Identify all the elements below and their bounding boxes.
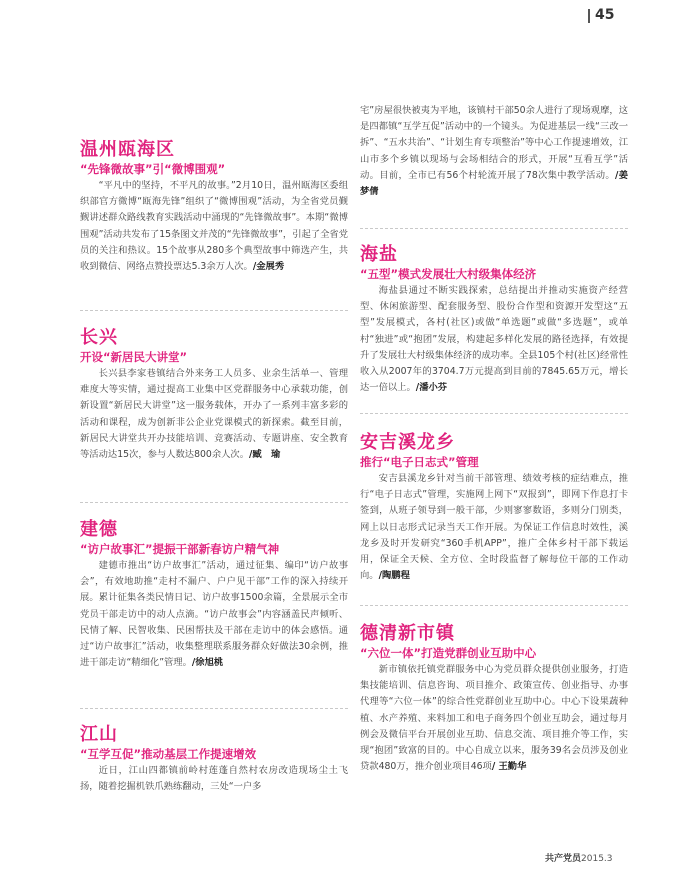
section-body-text: 安吉县溪龙乡针对当前干部管理、绩效考核的症结难点，推行“电子日志式”管理，实施网上网下“双报到”，即网下作息打卡签到，从班子领导到一般干部，少则寥寥数语，多则分门别类，网上以日志形式记录当天工作开展。为保证工作信息时效性，溪龙乡及时开发研究“360手机APP”，推广全体乡村干部下载运用，保证全天候、全方位、全时段监督了解每位干部的工作动向。 bbox=[360, 473, 628, 582]
section-headline: “先锋微故事”引“微博围观” bbox=[80, 162, 226, 176]
page-number-bar bbox=[588, 9, 590, 23]
section-body bbox=[360, 103, 628, 200]
author-name: /臧 瑜 bbox=[249, 449, 281, 461]
section-headline: “访户故事汇”提振干部新春访户精气神 bbox=[80, 542, 280, 556]
author-name: /潘小芬 bbox=[415, 382, 448, 394]
section-body-text: 长兴县李家巷镇结合外来务工人员多、业余生活单一、管理难度大等实情，通过提高工业集中区党群服务中心承载功能，创新设置“新居民大讲堂”这一服务载体，开办了一系列丰富多彩的活动和课程，成为创新非公企业党课模式的新探索。截至目前，新居民大讲堂共开办技能培训、竞赛活动、专题讲座、安全教育等活动达15次，参与人数达800余人次。 bbox=[80, 368, 348, 461]
author-name: / 王勤华 bbox=[491, 761, 527, 773]
footer-issue: 2015.3 bbox=[581, 854, 613, 864]
section-body bbox=[80, 366, 348, 463]
section-body bbox=[360, 662, 628, 775]
section-region-title: 温州瓯海区 bbox=[80, 139, 175, 160]
section-body-text: 建德市推出“访户故事汇”活动，通过征集、编印“访户故事会”，有效地助推“走村不漏户、户户见干部”工作的深入持续开展。累计征集各类民情日记、访户故事1500余篇，全景展示全市党员干部走访中的动人点滴。“访户故事会”内容涵盖民声倾听、民情了解、民智收集、民困帮扶及干部在走访中的体会感悟。通过“访户故事汇”活动，收集整理联系服务群众好做法30余例，推进干部走访“精细化”管理。 bbox=[80, 560, 348, 669]
section-divider bbox=[80, 708, 348, 709]
section-body bbox=[80, 178, 348, 275]
section-divider bbox=[80, 310, 348, 311]
page-number bbox=[563, 6, 683, 26]
section-body-text: 宅”房屋很快被夷为平地，该镇村干部50余人进行了现场观摩，这是四都镇“互学互促”活动中的一个镜头。为促进基层一线“三改一拆”、“五水共治”、“计划生育专项整治”等中心工作提速增效，江山市多个乡镇以现场与会场相结合的形式，开展“互看互学”活动。目前，全市已有56个村轮流开展了78次集中教学活动。 bbox=[360, 105, 628, 181]
section-divider bbox=[80, 502, 348, 503]
page-number-text: 45 bbox=[595, 7, 615, 23]
section-headline: “五型”模式发展壮大村级集体经济 bbox=[360, 267, 537, 281]
author-name: /陶鹏程 bbox=[378, 570, 410, 582]
section-body-text: “平凡中的坚持，不平凡的故事。”2月10日，温州瓯海区委组织部官方微博“瓯海先锋”组织了“微博围观”活动，为全省党员觐觐讲述群众路线教育实践活动中涌现的“先锋微故事”。本期“微博围观”活动共发布了15条图文并茂的“先锋微故事”，引起了全省党员的关注和热议。15个故事从280多个典型故事中筛选产生，共收到微信、网络点赞投票达5.3余万人次。 bbox=[80, 180, 348, 273]
section-region-title: 建德 bbox=[80, 519, 118, 540]
section-headline: “互学互促”推动基层工作提速增效 bbox=[80, 747, 257, 761]
section-region-title: 安吉溪龙乡 bbox=[360, 432, 455, 453]
section-divider bbox=[360, 228, 628, 229]
section-region-title: 海盐 bbox=[360, 244, 398, 265]
section-headline: 开设“新居民大讲堂” bbox=[80, 350, 188, 364]
section-region-title: 长兴 bbox=[80, 327, 118, 348]
section-headline: 推行“电子日志式”管理 bbox=[360, 455, 479, 469]
section-region-title: 江山 bbox=[80, 724, 118, 745]
author-name: /金展秀 bbox=[252, 261, 285, 273]
section-body-text: 新市镇依托镇党群服务中心为党员群众提供创业服务，打造集技能培训、信息咨询、项目推介、政策宣传、创业指导、办事代理等“六位一体”的综合性党群创业互助中心。中心下设果蔬种植、水产养殖、来料加工和电子商务四个创业互助会，通过每月例会及微信平台开展创业互助、信息交流、项目推介等工作，实现“抱团”致富的目的。中心自成立以来，服务39名会员涉及创业贷款480万，推介创业项目46项 bbox=[360, 664, 628, 773]
section-body bbox=[360, 283, 628, 396]
author-name: /姜梦倩 bbox=[360, 169, 628, 198]
section-divider bbox=[360, 605, 628, 606]
page-footer bbox=[545, 851, 613, 864]
footer-magazine-title: 共产党员 bbox=[545, 854, 582, 864]
section-body-text: 海盐县通过不断实践探索，总结提出并推动实施资产经营型、休闲旅游型、配套服务型、股份合作型和资源开发型这“五型”发展模式，各村(社区)或做“单选题”或做“多选题”，或单村“独进”或“抱团”发展，构建起多样化发展的路径选择，有效提升了发展壮大村级集体经济的成功率。全县105个村(社区)经常性收入从2007年的3704.7万元提高到目前的7845.65万元，增长达一倍以上。 bbox=[360, 285, 628, 394]
author-name: /徐旭桃 bbox=[191, 657, 224, 669]
section-headline: “六位一体”打造党群创业互助中心 bbox=[360, 646, 537, 660]
section-body bbox=[360, 471, 628, 584]
section-divider bbox=[360, 413, 628, 414]
section-body: 近日，江山四都镇前岭村莲蓬自然村农房改造现场尘土飞扬，随着挖掘机铁爪熟练翻动，三处“一户多 bbox=[80, 765, 348, 793]
section-region-title: 德清新市镇 bbox=[360, 623, 455, 644]
section-body bbox=[80, 558, 348, 671]
